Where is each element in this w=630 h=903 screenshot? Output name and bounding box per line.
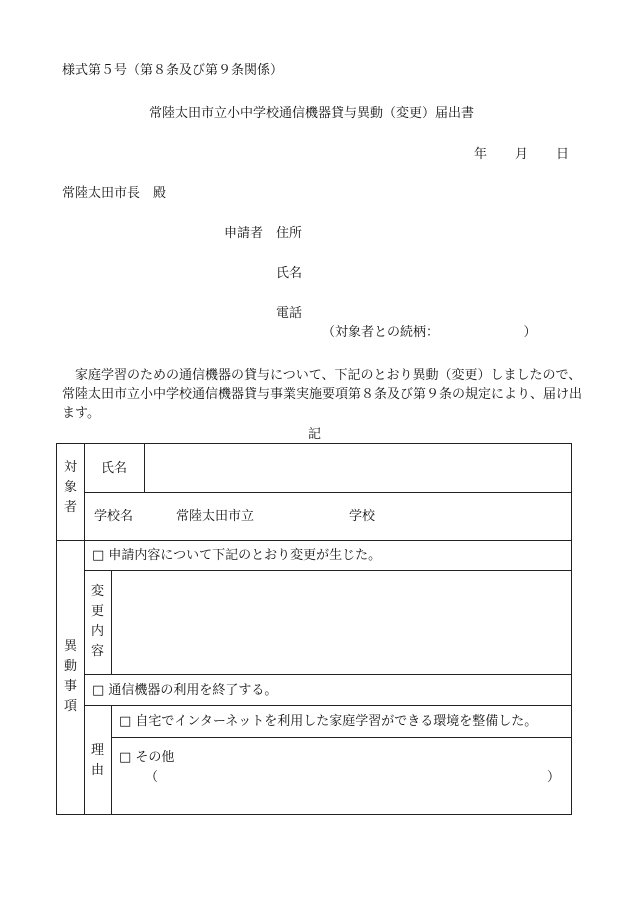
- relation-field: （対象者との続柄： ）: [322, 325, 537, 340]
- name-label: 氏名: [276, 266, 303, 281]
- table-divider: [84, 705, 571, 706]
- option-end-checkbox[interactable]: □ 通信機器の利用を終了する。: [92, 683, 278, 698]
- option-change-checkbox[interactable]: □ 申請内容について下記のとおり変更が生じた。: [92, 548, 382, 563]
- change-header: 異 動 事 項: [63, 639, 77, 714]
- subject-header: 対 象 者: [63, 460, 77, 515]
- date-day-label: 日: [556, 147, 570, 162]
- document-title: 常陸太田市立小中学校通信機器貸与異動（変更）届出書: [149, 106, 475, 121]
- change-detail-label: 変 更 内 容: [90, 584, 104, 659]
- table-divider: [57, 540, 571, 541]
- table-divider: [111, 737, 571, 738]
- reason-other-checkbox[interactable]: □ その他: [119, 750, 175, 765]
- body-paragraph: 家庭学習のための通信機器の貸与について、下記のとおり異動（変更）しましたので、常陸太田市立小中学校通信機器貸与事業実施要項第８条及び第９条の規定により、届け出ます。: [62, 368, 583, 421]
- applicant-label: 申請者: [224, 226, 264, 241]
- table-divider: [111, 570, 112, 674]
- school-name-label: 学校名: [94, 509, 134, 524]
- address-label: 住所: [276, 226, 303, 241]
- form-number: 様式第５号（第８条及び第９条関係）: [62, 63, 284, 78]
- table-divider: [144, 444, 145, 492]
- school-prefix: 常陸太田市立: [176, 509, 255, 524]
- reason-internet-checkbox[interactable]: □ 自宅でインターネットを利用した家庭学習ができる環境を整備した。: [119, 714, 538, 729]
- date-month-label: 月: [515, 147, 529, 162]
- addressee: 常陸太田市長 殿: [62, 186, 167, 201]
- phone-label: 電話: [276, 306, 303, 321]
- date-year-label: 年: [474, 147, 488, 162]
- table-divider: [84, 674, 571, 675]
- table-divider: [84, 492, 571, 493]
- table-divider: [84, 570, 571, 571]
- paren-close: ）: [547, 770, 561, 785]
- table-divider: [111, 705, 112, 814]
- form-table: [56, 443, 572, 815]
- subject-name-label: 氏名: [101, 461, 128, 476]
- school-suffix: 学校: [349, 509, 376, 524]
- reason-label: 理 由: [90, 743, 104, 778]
- ki-heading: 記: [308, 427, 322, 442]
- paren-open: （: [145, 770, 159, 785]
